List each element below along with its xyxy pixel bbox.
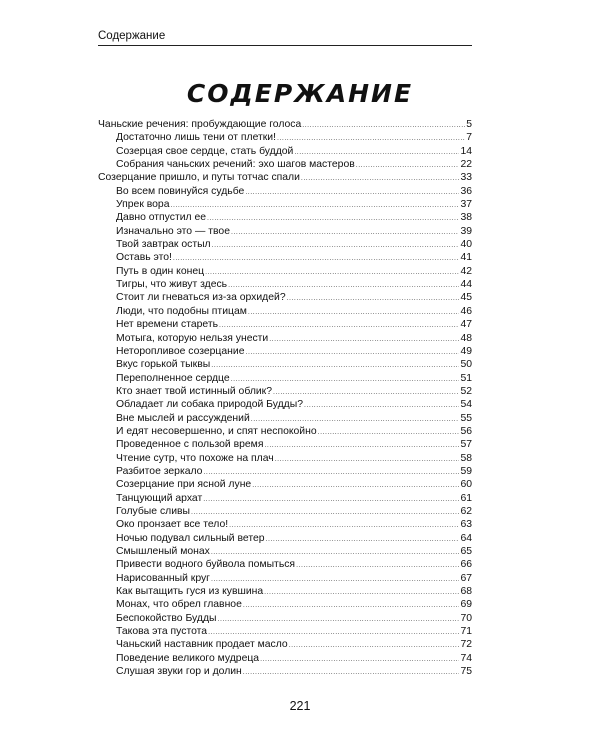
toc-subentry <box>98 598 472 611</box>
toc-entry-page: 37 <box>460 199 472 211</box>
toc-leader-dots <box>277 132 465 144</box>
toc-entry-title: Вне мыслей и рассуждений <box>116 412 250 424</box>
toc-entry-title: Упрек вора <box>116 199 170 211</box>
toc-entry-page: 46 <box>460 305 472 317</box>
toc-entry-title: Собрания чаньских речений: эхо шагов мастеров <box>116 159 355 171</box>
toc-leader-dots <box>246 346 460 358</box>
toc-subentry <box>98 572 472 585</box>
toc-leader-dots <box>203 493 459 505</box>
toc-leader-dots <box>218 613 460 625</box>
toc-entry-title: Проведенное с пользой время <box>116 439 264 451</box>
toc-entry-title: Нет времени стареть <box>116 319 219 331</box>
toc-subentry <box>98 492 472 505</box>
toc-subentry <box>98 585 472 598</box>
toc-entry-title: Привести водного буйвола помыться <box>116 559 296 571</box>
toc-subentry <box>98 558 472 571</box>
toc-entry-page: 68 <box>460 586 472 598</box>
toc-subentry <box>98 665 472 678</box>
toc-entry-title: Твой завтрак остыл <box>116 239 211 251</box>
toc-entry-title: Как вытащить гуся из кувшина <box>116 586 264 598</box>
toc-leader-dots <box>212 239 460 251</box>
toc-section-entry <box>98 171 472 184</box>
toc-entry-page: 70 <box>460 612 472 624</box>
toc-entry-title: Достаточно лишь тени от плетки! <box>116 132 276 144</box>
toc-leader-dots <box>229 519 459 531</box>
toc-leader-dots <box>191 506 459 518</box>
toc-leader-dots <box>173 252 460 264</box>
toc-subentry <box>98 425 472 438</box>
toc-subentry <box>98 225 472 238</box>
toc-entry-title: Голубые сливы <box>116 505 190 517</box>
toc-subentry <box>98 638 472 651</box>
toc-subentry <box>98 265 472 278</box>
toc-leader-dots <box>304 399 459 411</box>
toc-subentry <box>98 305 472 318</box>
toc-entry-title: Монах, что обрел главное <box>116 599 242 611</box>
toc-entry-title: Обладает ли собака природой Будды? <box>116 399 303 411</box>
toc-leader-dots <box>203 466 459 478</box>
toc-entry-title: Изначально это — твое <box>116 225 230 237</box>
toc-leader-dots <box>211 359 459 371</box>
toc-entry-title: Вкус горькой тыквы <box>116 359 211 371</box>
toc-leader-dots <box>302 119 465 131</box>
toc-entry-title: Оставь это! <box>116 252 172 264</box>
toc-leader-dots <box>275 453 460 465</box>
toc-subentry <box>98 251 472 264</box>
toc-entry-page: 40 <box>460 239 472 251</box>
toc-entry-page: 72 <box>460 639 472 651</box>
toc-subentry <box>98 478 472 491</box>
toc-entry-page: 71 <box>460 626 472 638</box>
toc-leader-dots <box>231 226 459 238</box>
toc-subentry <box>98 412 472 425</box>
toc-entry-title: Во всем повинуйся судьбе <box>116 185 245 197</box>
toc-entry-page: 5 <box>466 119 472 130</box>
toc-subentry <box>98 185 472 198</box>
toc-subentry <box>98 438 472 451</box>
toc-entry-title: Созерцание пришло, и путы тотчас спали <box>98 172 300 184</box>
toc-subentry <box>98 652 472 665</box>
toc-entry-title: Тигры, что живут здесь <box>116 279 228 291</box>
toc-entry-page: 14 <box>460 145 472 157</box>
toc-entry-title: Чтение сутр, что похоже на плач <box>116 452 274 464</box>
toc-entry-page: 63 <box>460 519 472 531</box>
toc-subentry <box>98 278 472 291</box>
toc-entry-page: 58 <box>460 452 472 464</box>
toc-entry-title: Око пронзает все тело! <box>116 519 229 531</box>
toc-entry-page: 69 <box>460 599 472 611</box>
toc-subentry <box>98 452 472 465</box>
toc-leader-dots <box>266 533 460 545</box>
toc-leader-dots <box>356 159 460 171</box>
toc-subentry <box>98 238 472 251</box>
toc-subentry <box>98 612 472 625</box>
toc-leader-dots <box>289 639 460 651</box>
toc-entry-page: 61 <box>460 492 472 504</box>
toc-leader-dots <box>260 653 459 665</box>
toc-leader-dots <box>318 426 460 438</box>
toc-entry-page: 75 <box>460 666 472 678</box>
toc-leader-dots <box>264 439 459 451</box>
toc-subentry <box>98 211 472 224</box>
toc-section-entry <box>98 118 472 131</box>
toc-entry-page: 65 <box>460 546 472 557</box>
toc-entry-page: 39 <box>460 225 472 237</box>
toc-entry-page: 59 <box>460 465 472 477</box>
toc-entry-page: 42 <box>460 265 472 277</box>
toc-leader-dots <box>228 279 459 291</box>
toc-leader-dots <box>243 599 460 611</box>
toc-subentry <box>98 372 472 385</box>
toc-entry-title: Чаньские речения: пробуждающие голоса <box>98 119 302 130</box>
toc-entry-title: Неторопливое созерцание <box>116 345 245 357</box>
toc-entry-title: И едят несовершенно, и спят неспокойно <box>116 425 317 437</box>
toc-subentry <box>98 625 472 638</box>
toc-leader-dots <box>301 172 460 184</box>
toc-entry-title: Смышленый монах <box>116 546 210 557</box>
toc-subentry <box>98 131 472 144</box>
toc-subentry <box>98 465 472 478</box>
toc-leader-dots <box>248 306 460 318</box>
toc-leader-dots <box>211 573 459 585</box>
toc-subentry <box>98 158 472 171</box>
toc-entry-page: 36 <box>460 185 472 197</box>
toc-entry-page: 62 <box>460 505 472 517</box>
toc-leader-dots <box>264 586 459 598</box>
toc-leader-dots <box>245 186 459 198</box>
toc-subentry <box>98 358 472 371</box>
toc-entry-page: 56 <box>460 425 472 437</box>
toc-entry-title: Созерцание при ясной луне <box>116 479 252 491</box>
toc-entry-page: 64 <box>460 532 472 544</box>
toc-leader-dots <box>243 666 460 678</box>
toc-leader-dots <box>205 266 459 278</box>
toc-entry-title: Созерцая свое сердце, стать буддой <box>116 145 294 157</box>
toc-leader-dots <box>231 373 460 385</box>
toc-entry-page: 48 <box>460 332 472 344</box>
toc-entry-title: Чаньский наставник продает масло <box>116 639 288 651</box>
toc-entry-page: 22 <box>460 159 472 171</box>
toc-entry-title: Давно отпустил ее <box>116 212 207 224</box>
toc-subentry <box>98 145 472 158</box>
toc-entry-title: Танцующий архат <box>116 492 203 504</box>
toc-entry-page: 52 <box>460 385 472 397</box>
toc-leader-dots <box>269 333 459 345</box>
toc-entry-page: 44 <box>460 279 472 291</box>
toc-subentry <box>98 318 472 331</box>
toc-entry-title: Стоит ли гневаться из-за орхидей? <box>116 292 286 304</box>
toc-entry-title: Кто знает твой истинный облик? <box>116 385 273 397</box>
toc-subentry <box>98 398 472 411</box>
page-number: 221 <box>289 699 311 713</box>
toc-entry-title: Разбитое зеркало <box>116 465 203 477</box>
toc-entry-page: 38 <box>460 212 472 224</box>
toc-entry-title: Нарисованный круг <box>116 572 210 584</box>
toc-subentry <box>98 198 472 211</box>
toc-leader-dots <box>171 199 460 211</box>
toc-entry-page: 57 <box>460 439 472 451</box>
toc-entry-page: 45 <box>460 292 472 304</box>
toc-subentry <box>98 532 472 545</box>
toc-list <box>98 118 472 678</box>
toc-entry-page: 41 <box>460 252 472 264</box>
toc-leader-dots <box>296 559 459 571</box>
toc-entry-page: 50 <box>460 359 472 371</box>
toc-leader-dots <box>219 319 459 331</box>
toc-subentry <box>98 505 472 518</box>
toc-entry-title: Слушая звуки гор и долин <box>116 666 242 678</box>
toc-subentry <box>98 385 472 398</box>
toc-leader-dots <box>294 146 459 158</box>
toc-entry-title: Люди, что подобны птицам <box>116 305 247 317</box>
toc-entry-page: 54 <box>460 399 472 411</box>
toc-leader-dots <box>273 386 459 398</box>
toc-subentry <box>98 518 472 531</box>
toc-entry-page: 7 <box>466 132 472 144</box>
running-head: Содержание <box>98 28 472 46</box>
toc-entry-page: 49 <box>460 345 472 357</box>
toc-leader-dots <box>287 292 460 304</box>
toc-leader-dots <box>251 413 460 425</box>
toc-entry-title: Переполненное сердце <box>116 372 230 384</box>
toc-entry-title: Мотыга, которую нельзя унести <box>116 332 269 344</box>
toc-entry-page: 60 <box>460 479 472 491</box>
toc-entry-page: 33 <box>460 172 472 184</box>
page-title: СОДЕРЖАНИЕ <box>186 79 414 108</box>
toc-leader-dots <box>211 546 460 558</box>
toc-entry-page: 66 <box>460 559 472 571</box>
toc-subentry <box>98 332 472 345</box>
toc-entry-page: 67 <box>460 572 472 584</box>
toc-entry-title: Путь в один конец <box>116 265 205 277</box>
toc-subentry <box>98 345 472 358</box>
toc-leader-dots <box>208 626 459 638</box>
toc-entry-page: 55 <box>460 412 472 424</box>
toc-leader-dots <box>252 479 459 491</box>
toc-leader-dots <box>207 212 459 224</box>
toc-entry-page: 74 <box>460 652 472 664</box>
toc-entry-page: 51 <box>460 372 472 384</box>
toc-subentry <box>98 291 472 304</box>
toc-entry-title: Ночью подувал сильный ветер <box>116 532 265 544</box>
toc-entry-title: Поведение великого мудреца <box>116 652 260 664</box>
toc-entry-page: 47 <box>460 319 472 331</box>
toc-entry-title: Беспокойство Будды <box>116 612 217 624</box>
toc-subentry <box>98 545 472 558</box>
toc-entry-title: Такова эта пустота <box>116 626 208 638</box>
